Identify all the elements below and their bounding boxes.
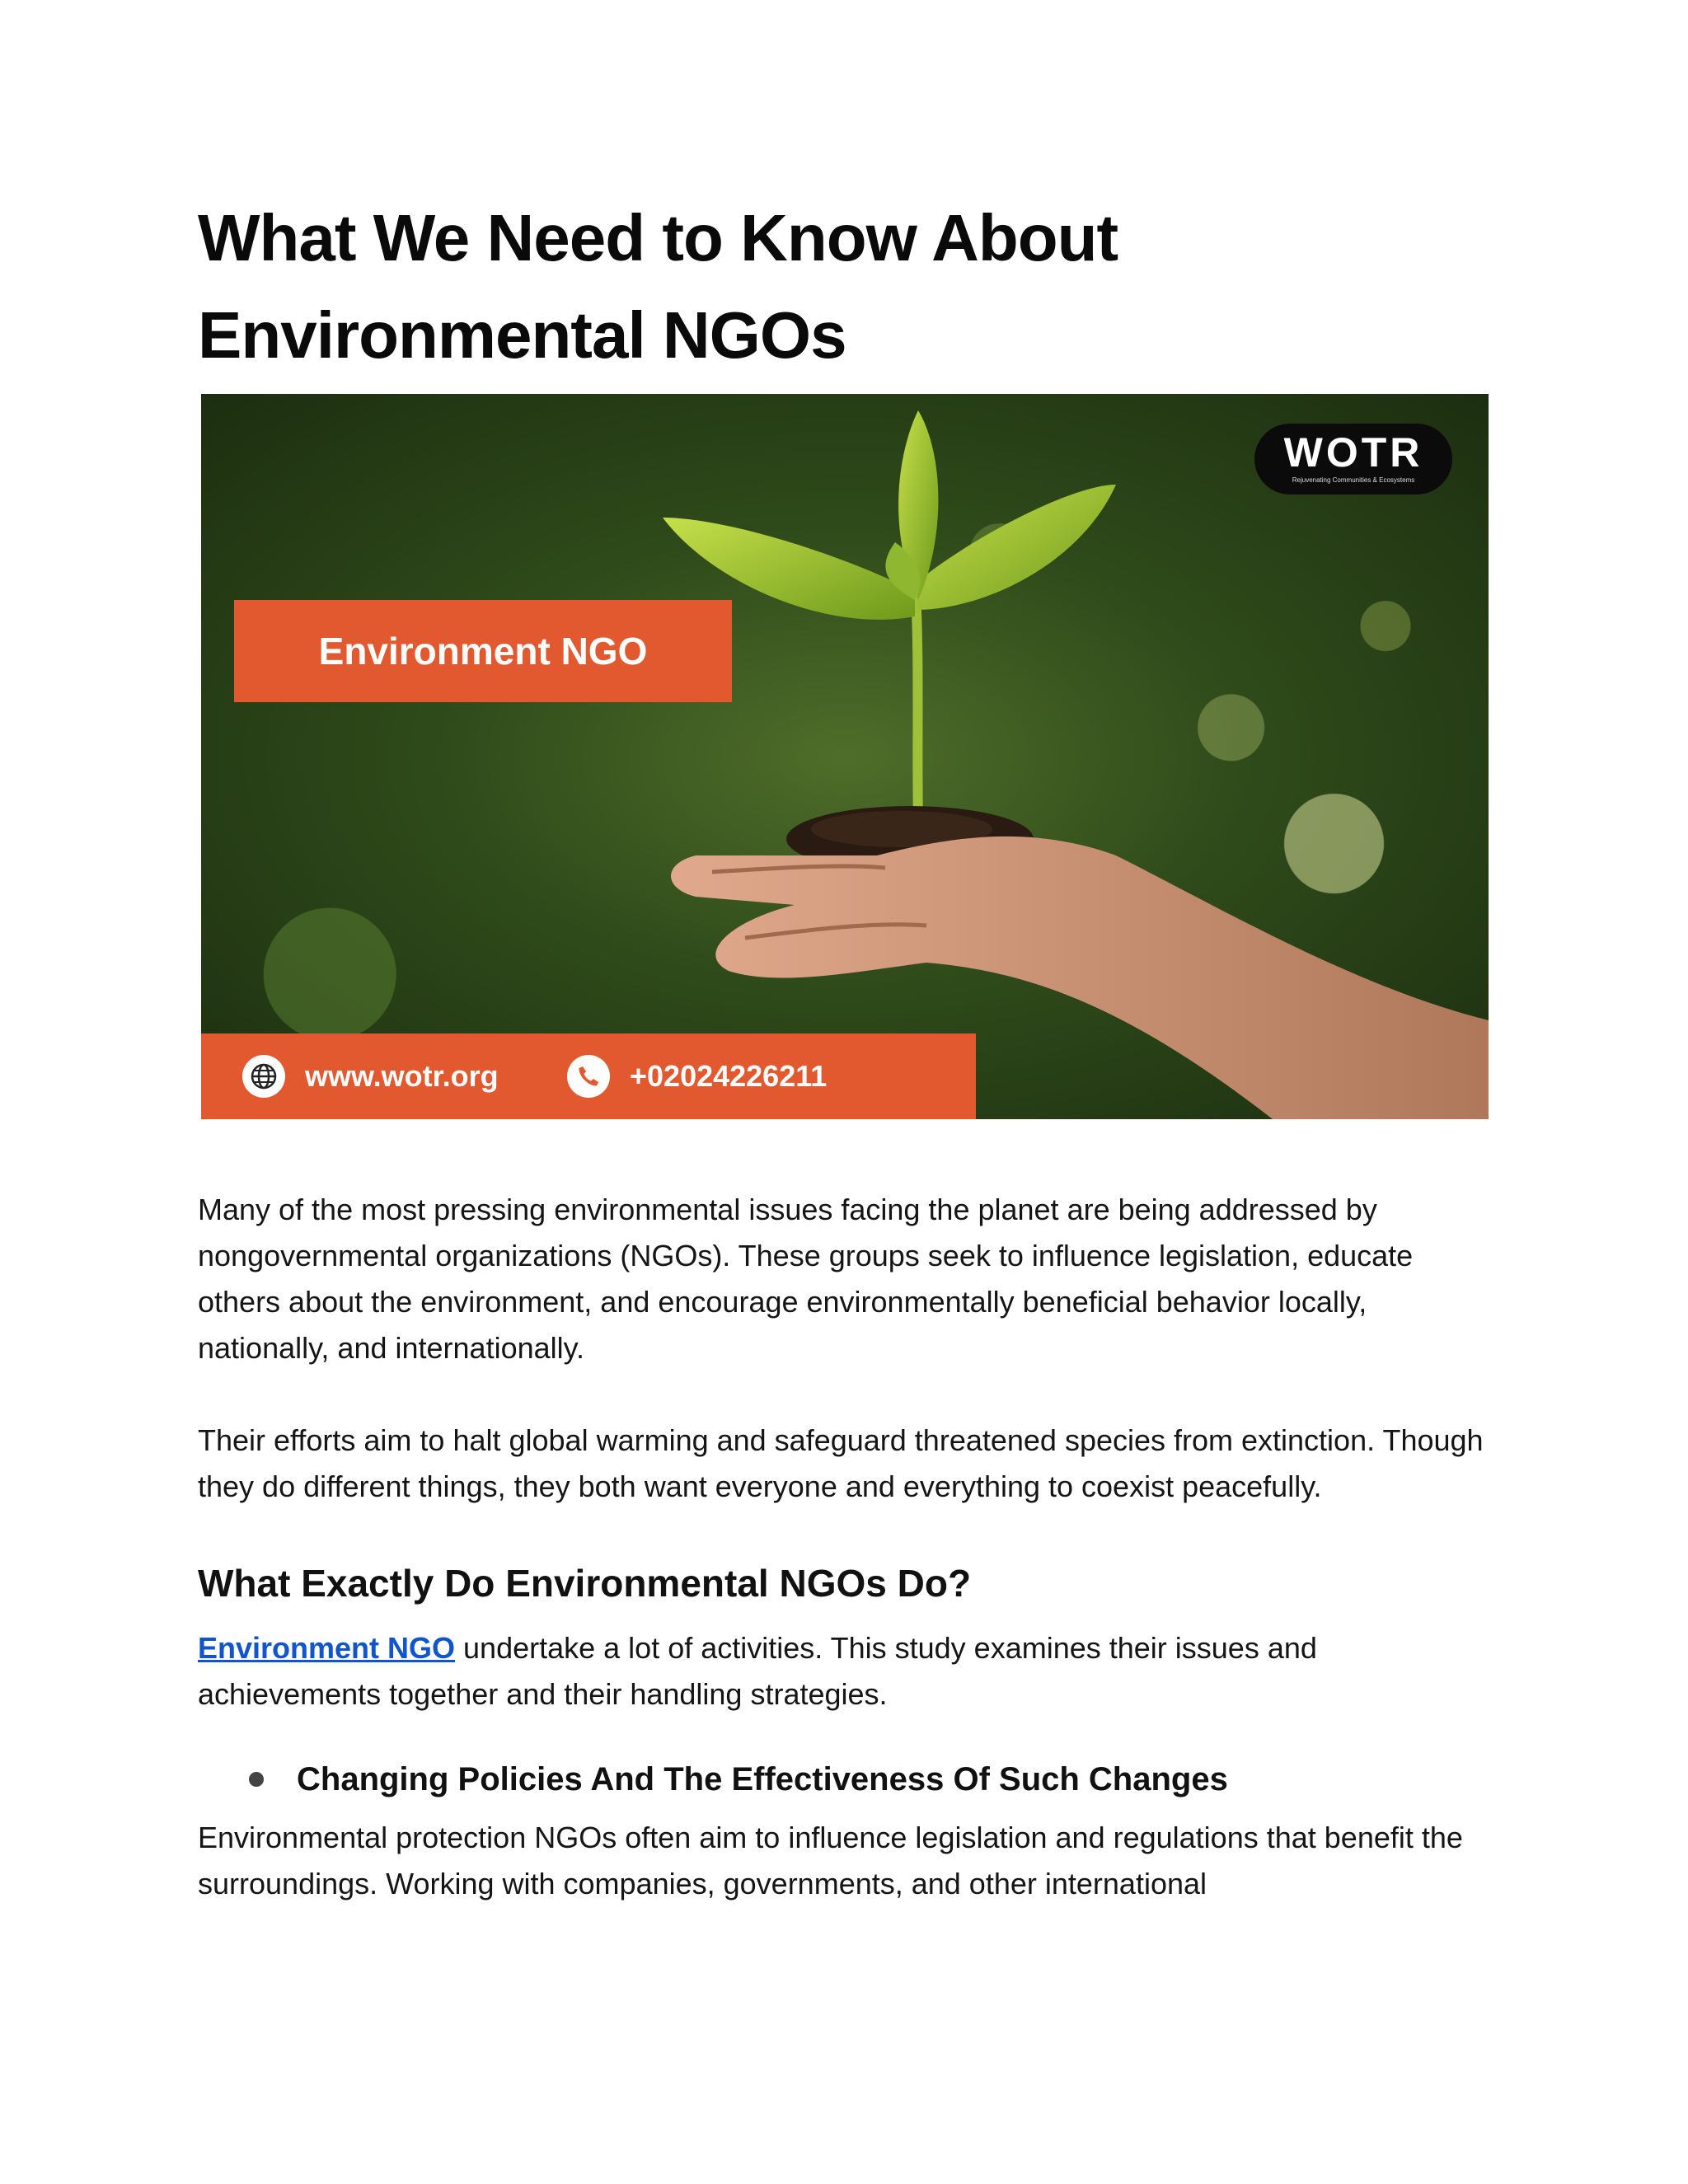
bullet-item xyxy=(198,1755,1492,1803)
wotr-logo xyxy=(1254,424,1452,494)
title-line-2: Environmental NGOs xyxy=(198,298,846,372)
globe-icon xyxy=(242,1055,285,1098)
seedling-in-hands-illustration xyxy=(201,394,1489,1119)
document-title xyxy=(198,190,1492,384)
title-line-1: What We Need to Know About xyxy=(198,201,1118,274)
logo-tagline: Rejuvenating Communities & Ecosystems xyxy=(1292,476,1415,484)
intro-paragraph-1: Many of the most pressing environmental issues facing the planet are being addressed by nongovernmental organizations (NGOs). These groups seek to influence legislation, educate others about the environment, and encourage environmentally beneficial behavior locally, nationally, and internationally. xyxy=(198,1193,1414,1365)
document-page xyxy=(198,190,1492,1907)
bullet-paragraph: Environmental protection NGOs often aim to influence legislation and regulations that benefit the surroundings. Working with companies, governments, and other international xyxy=(198,1821,1463,1900)
phone-text: +02024226211 xyxy=(630,1059,828,1093)
logo-text: WOTR xyxy=(1283,429,1423,476)
bullet-dot-icon xyxy=(249,1772,264,1787)
hero-image xyxy=(201,394,1489,1119)
website-text: www.wotr.org xyxy=(305,1059,499,1093)
section-paragraph-text: undertake a lot of activities. This study examines their issues and achievements together and their handling strategies. xyxy=(198,1631,1317,1711)
section-paragraph xyxy=(198,1625,1492,1718)
environment-ngo-banner: Environment NGO xyxy=(234,600,732,702)
website-contact xyxy=(242,1055,499,1098)
phone-icon xyxy=(567,1055,610,1098)
contact-bar xyxy=(201,1033,976,1119)
intro-paragraph-2: Their efforts aim to halt global warming and safeguard threatened species from extinction. Though they do different things, they both want everyone and everything to coexist peacefully. xyxy=(198,1423,1484,1503)
phone-contact xyxy=(567,1055,827,1098)
environment-ngo-link[interactable]: Environment NGO xyxy=(198,1631,456,1665)
section-heading: What Exactly Do Environmental NGOs Do? xyxy=(198,1562,972,1605)
bullet-heading: Changing Policies And The Effectiveness Of Such Changes xyxy=(297,1761,1228,1797)
